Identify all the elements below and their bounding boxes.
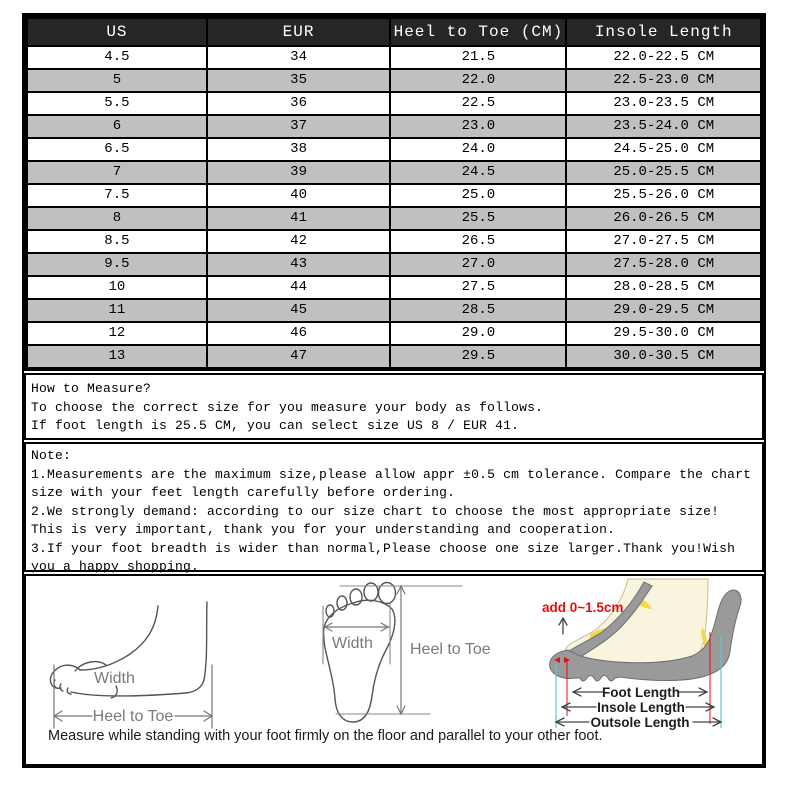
table-cell: 11 [27, 299, 207, 322]
table-cell: 29.0-29.5 CM [566, 299, 761, 322]
note-item-2: 2.We strongly demand: according to our size chart to choose the most appropriate size! This is very important, thank you for your understanding and cooperation. [31, 503, 720, 537]
table-row [27, 115, 761, 138]
table-cell: 23.0 [390, 115, 566, 138]
table-cell: 5.5 [27, 92, 207, 115]
shoe-length-diagram [540, 576, 760, 731]
table-cell: 47 [207, 345, 391, 368]
table-cell: 28.5 [390, 299, 566, 322]
table-cell: 42 [207, 230, 391, 253]
table-cell: 25.0-25.5 CM [566, 161, 761, 184]
table-cell: 7.5 [27, 184, 207, 207]
table-cell: 46 [207, 322, 391, 345]
size-table-body [27, 46, 761, 368]
table-cell: 9.5 [27, 253, 207, 276]
insole-length-label: Insole Length [597, 700, 685, 715]
table-cell: 36 [207, 92, 391, 115]
how-to-measure-section [24, 373, 764, 440]
foot-length-label: Foot Length [602, 685, 680, 700]
measure-line-1: To choose the correct size for you measure your body as follows. [31, 399, 544, 415]
table-header-row [27, 18, 761, 46]
table-cell: 41 [207, 207, 391, 230]
table-row [27, 276, 761, 299]
column-header-eur: EUR [207, 18, 391, 46]
top-width-arrow [323, 602, 390, 664]
table-cell: 39 [207, 161, 391, 184]
table-row [27, 345, 761, 368]
table-cell: 10 [27, 276, 207, 299]
table-cell: 24.5 [390, 161, 566, 184]
table-cell: 25.0 [390, 184, 566, 207]
size-table-section [24, 15, 764, 371]
top-heel-to-toe-label: Heel to Toe [410, 641, 491, 658]
table-cell: 23.0-23.5 CM [566, 92, 761, 115]
measuring-caption: Measure while standing with your foot firmly on the floor and parallel to your other foot. [48, 728, 603, 744]
table-row [27, 207, 761, 230]
table-row [27, 46, 761, 69]
note-item-3: 3.If your foot breadth is wider than normal,Please choose one size larger.Thank you!Wish you a happy shopping. [31, 540, 736, 574]
table-row [27, 299, 761, 322]
table-cell: 4.5 [27, 46, 207, 69]
table-cell: 26.5 [390, 230, 566, 253]
measure-line-2: If foot length is 25.5 CM, you can select size US 8 / EUR 41. [31, 418, 520, 433]
table-cell: 40 [207, 184, 391, 207]
table-cell: 8.5 [27, 230, 207, 253]
table-cell: 37 [207, 115, 391, 138]
table-cell: 38 [207, 138, 391, 161]
table-cell: 35 [207, 69, 391, 92]
table-row [27, 161, 761, 184]
foot-top-outline [324, 583, 396, 723]
table-cell: 24.0 [390, 138, 566, 161]
diagram-section [24, 574, 764, 766]
top-width-label: Width [332, 635, 373, 652]
table-row [27, 253, 761, 276]
table-cell: 22.0-22.5 CM [566, 46, 761, 69]
side-heel-to-toe-label: Heel to Toe [92, 708, 174, 725]
table-cell: 22.5-23.0 CM [566, 69, 761, 92]
table-row [27, 184, 761, 207]
table-cell: 25.5 [390, 207, 566, 230]
note-item-1: 1.Measurements are the maximum size,please allow appr ±0.5 cm tolerance. Compare the chart size with your feet length carefully before ordering. [31, 466, 752, 500]
table-cell: 13 [27, 345, 207, 368]
table-cell: 27.0-27.5 CM [566, 230, 761, 253]
table-cell: 29.5-30.0 CM [566, 322, 761, 345]
table-cell: 12 [27, 322, 207, 345]
column-header-heel-to-toe: Heel to Toe (CM) [390, 18, 566, 46]
content-box [24, 15, 764, 766]
table-cell: 27.0 [390, 253, 566, 276]
table-cell: 29.5 [390, 345, 566, 368]
table-cell: 28.0-28.5 CM [566, 276, 761, 299]
measure-title: How to Measure? [31, 381, 152, 396]
table-cell: 6 [27, 115, 207, 138]
table-cell: 26.0-26.5 CM [566, 207, 761, 230]
table-row [27, 230, 761, 253]
note-title: Note: [31, 448, 72, 463]
table-cell: 7 [27, 161, 207, 184]
table-cell: 8 [27, 207, 207, 230]
foot-in-shoe-illustration [550, 579, 741, 681]
table-cell: 45 [207, 299, 391, 322]
table-row [27, 92, 761, 115]
table-cell: 5 [27, 69, 207, 92]
side-width-label: Width [94, 670, 135, 687]
size-chart-table [26, 17, 762, 369]
table-cell: 23.5-24.0 CM [566, 115, 761, 138]
foot-top-view-diagram [312, 578, 547, 730]
table-row [27, 138, 761, 161]
column-header-us: US [27, 18, 207, 46]
table-cell: 22.5 [390, 92, 566, 115]
table-cell: 27.5 [390, 276, 566, 299]
foot-side-view-diagram [28, 588, 248, 738]
table-cell: 34 [207, 46, 391, 69]
table-cell: 30.0-30.5 CM [566, 345, 761, 368]
outsole-length-label: Outsole Length [590, 715, 690, 730]
column-header-insole-length: Insole Length [566, 18, 761, 46]
table-cell: 22.0 [390, 69, 566, 92]
table-cell: 29.0 [390, 322, 566, 345]
table-row [27, 322, 761, 345]
table-cell: 44 [207, 276, 391, 299]
table-cell: 25.5-26.0 CM [566, 184, 761, 207]
table-cell: 27.5-28.0 CM [566, 253, 761, 276]
table-cell: 43 [207, 253, 391, 276]
table-cell: 6.5 [27, 138, 207, 161]
note-section [24, 442, 764, 572]
table-cell: 24.5-25.0 CM [566, 138, 761, 161]
table-row [27, 69, 761, 92]
table-cell: 21.5 [390, 46, 566, 69]
add-tolerance-label: add 0~1.5cm [542, 600, 624, 615]
